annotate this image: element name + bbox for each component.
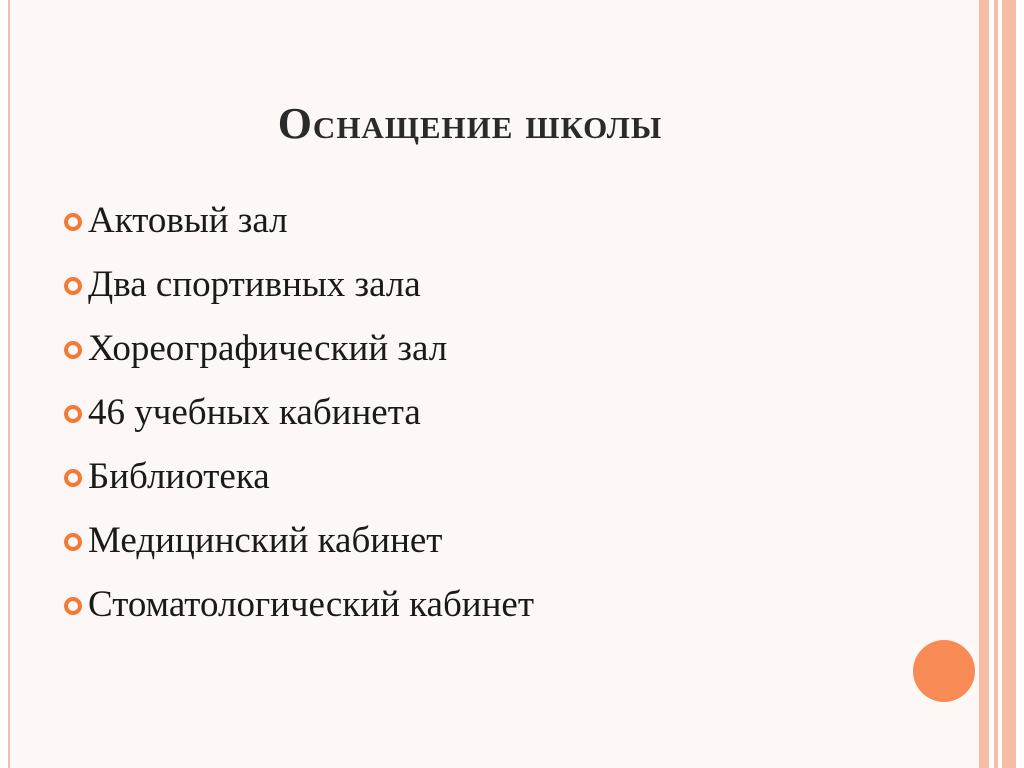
orange-ring-bullet-icon (64, 341, 82, 359)
list-item (64, 316, 534, 380)
orange-ring-bullet-icon (64, 405, 82, 423)
orange-ring-bullet-icon (64, 213, 82, 231)
list-item-text: Библиотека (88, 455, 270, 497)
list-item (64, 508, 534, 572)
list-item-text: Хореографический зал (88, 327, 448, 369)
list-item-text: 46 учебных кабинета (88, 391, 421, 433)
orange-ring-bullet-icon (64, 469, 82, 487)
list-item (64, 252, 534, 316)
list-item (64, 444, 534, 508)
slide-title: Оснащение школы (277, 99, 663, 148)
list-item (64, 380, 534, 444)
orange-ring-bullet-icon (64, 597, 82, 615)
orange-ring-bullet-icon (64, 533, 82, 551)
bullet-list (64, 188, 534, 636)
list-item-text: Два спортивных зала (88, 263, 421, 305)
list-item-text: Стоматологический кабинет (88, 583, 534, 625)
decorative-stripe (1016, 0, 1024, 768)
orange-ring-bullet-icon (64, 277, 82, 295)
orange-circle-icon (913, 640, 975, 702)
list-item (64, 188, 534, 252)
list-item-text: Актовый зал (88, 199, 288, 241)
list-item-text: Медицинский кабинет (88, 519, 443, 561)
list-item (64, 572, 534, 636)
decorative-stripe (1002, 0, 1016, 768)
